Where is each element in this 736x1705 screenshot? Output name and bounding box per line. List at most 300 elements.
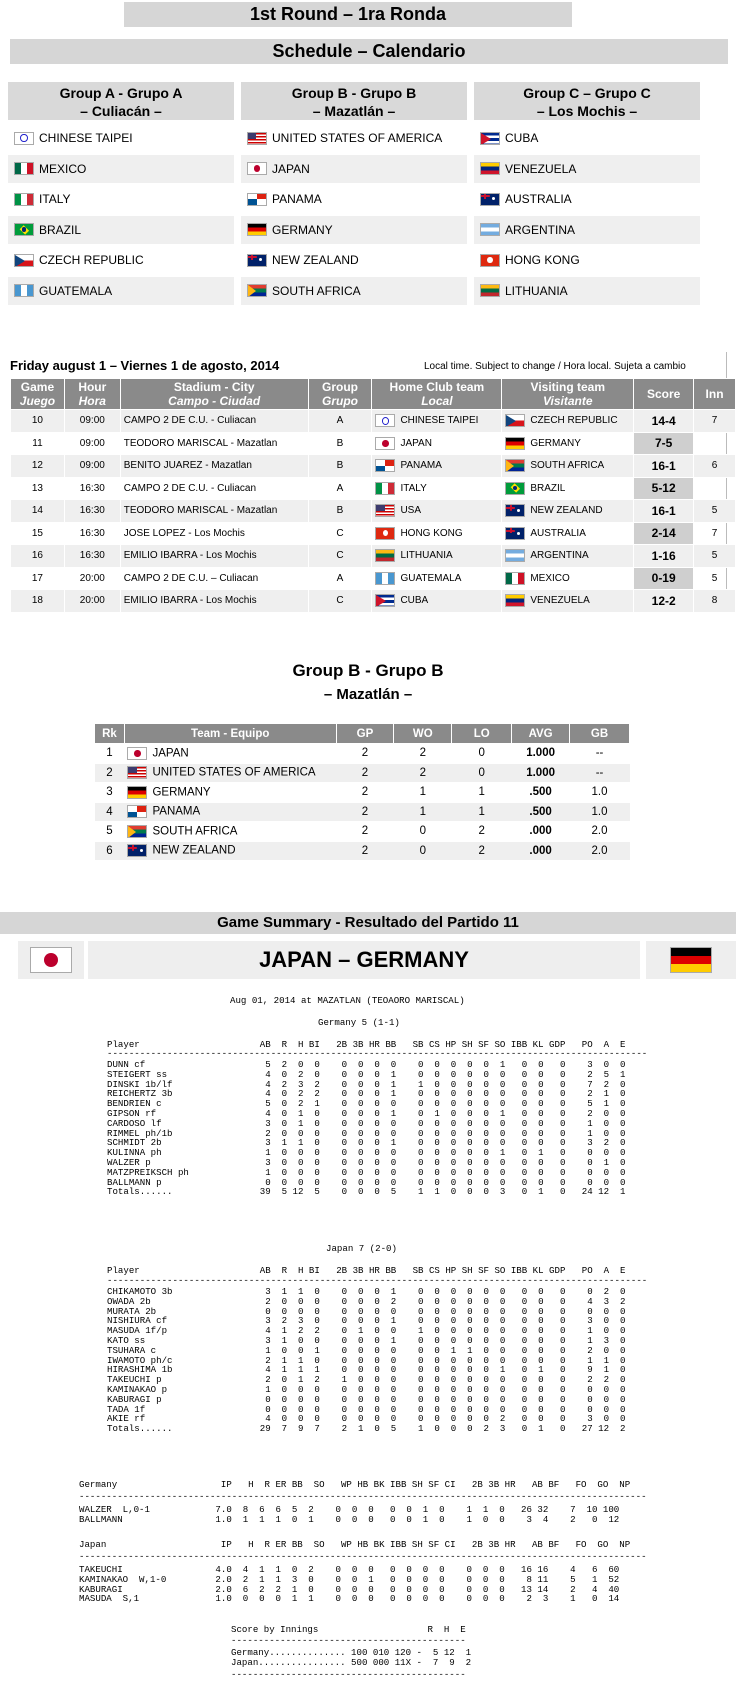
game-score: 2-14 bbox=[634, 522, 694, 545]
header-label: Game bbox=[20, 380, 55, 394]
game-group: B bbox=[308, 432, 372, 455]
innings-rule-bottom: ------------------------------------------- bbox=[231, 1669, 466, 1680]
standing-flag-icon bbox=[127, 825, 147, 838]
pitching-line: MASUDA S,1 1.0 0 0 0 1 1 0 0 0 0 0 0 0 0 0 0 2 3 1 0 14 bbox=[79, 1593, 620, 1605]
visit-flag-icon bbox=[505, 504, 525, 517]
schedule-title: Schedule – Calendario bbox=[10, 39, 728, 64]
team-name: PANAMA bbox=[272, 192, 322, 206]
time-note: Local time. Subject to change / Hora local. Sujeta a cambio bbox=[424, 361, 686, 372]
batting-line: IWAMOTO ph/c 2 1 1 0 0 0 0 0 0 0 0 0 0 0 0 0 0 1 1 0 bbox=[107, 1354, 626, 1366]
home-team-name: CHINESE TAIPEI bbox=[400, 415, 479, 427]
game-stadium: JOSE LOPEZ - Los Mochis bbox=[120, 522, 308, 545]
game-score: 16-1 bbox=[634, 455, 694, 478]
visit-team bbox=[502, 590, 634, 613]
home-team bbox=[372, 455, 502, 478]
home-team bbox=[372, 545, 502, 568]
group-team-row bbox=[8, 155, 234, 183]
standing-gp: 2 bbox=[336, 744, 394, 764]
standing-avg: 1.000 bbox=[512, 763, 570, 783]
game-number: 12 bbox=[11, 455, 65, 478]
batting-line: AKIE rf 4 0 0 0 0 0 0 0 0 0 0 0 0 2 0 0 0 3 0 0 bbox=[107, 1413, 626, 1425]
batting-line: GIPSON rf 4 0 1 0 0 0 0 1 0 1 0 0 0 1 0 0 0 2 0 0 bbox=[107, 1107, 626, 1119]
batting-line: MURATA 2b 0 0 0 0 0 0 0 0 0 0 0 0 0 0 0 0 0 0 0 0 bbox=[107, 1305, 626, 1317]
group-header bbox=[8, 82, 234, 120]
game-group: C bbox=[308, 545, 372, 568]
japan-pitching-header: Japan IP H R ER BB SO WP HB BK IBB SH SF CI 2B 3B HR AB BF FO GO NP bbox=[79, 1539, 631, 1550]
standing-avg: .000 bbox=[512, 841, 570, 861]
standings-col-header: GP bbox=[336, 724, 394, 744]
batting-line: KATO ss 3 1 0 0 0 0 0 1 0 0 0 0 0 0 0 0 0 1 3 0 bbox=[107, 1334, 626, 1346]
team-flag-icon bbox=[14, 132, 34, 145]
game-stadium: TEODORO MARISCAL - Mazatlan bbox=[120, 500, 308, 523]
game-number: 10 bbox=[11, 410, 65, 433]
day-title: Friday august 1 – Viernes 1 de agosto, 2014 bbox=[10, 358, 280, 373]
summary-title: Game Summary - Resultado del Partido 11 bbox=[0, 912, 736, 934]
visit-team-name: GERMANY bbox=[530, 437, 581, 449]
standings-col-header: Rk bbox=[95, 724, 125, 744]
standing-gb: 1.0 bbox=[570, 802, 630, 822]
batting-line: Totals...... 39 5 12 5 0 0 0 5 1 1 0 0 0 3 0 1 0 24 12 1 bbox=[107, 1186, 626, 1198]
germany-batting-header: Player AB R H BI 2B 3B HR BB SB CS HP SH SF SO IBB KL GDP PO A E bbox=[107, 1039, 626, 1050]
home-team bbox=[372, 410, 502, 433]
standing-wo: 0 bbox=[394, 822, 452, 842]
standing-team-name: JAPAN bbox=[152, 747, 189, 760]
schedule-col-header bbox=[120, 379, 308, 410]
visit-team bbox=[502, 567, 634, 590]
germany-pitching-rule: -------------------------------------------------------------------------------------------------------- bbox=[79, 1491, 647, 1502]
home-team bbox=[372, 567, 502, 590]
home-flag-icon bbox=[375, 414, 395, 427]
group-header bbox=[241, 82, 467, 120]
standing-lo: 1 bbox=[452, 783, 512, 803]
japan-flag-icon bbox=[30, 947, 72, 973]
germany-box-header: Germany 5 (1-1) bbox=[318, 1017, 400, 1028]
game-group: C bbox=[308, 522, 372, 545]
germany-pitching bbox=[79, 1505, 619, 1525]
batting-line: HIRASHIMA 1b 4 1 1 1 0 0 0 0 0 0 0 0 0 1 0 1 0 9 1 0 bbox=[107, 1364, 626, 1376]
batting-line: KABURAGI p 0 0 0 0 0 0 0 0 0 0 0 0 0 0 0 0 0 0 0 0 bbox=[107, 1393, 626, 1405]
batting-line: KULINNA ph 1 0 0 0 0 0 0 0 0 0 0 0 0 1 0 1 0 0 0 0 bbox=[107, 1147, 626, 1159]
game-hour: 09:00 bbox=[64, 432, 120, 455]
visit-team-name: SOUTH AFRICA bbox=[530, 460, 605, 472]
standing-team bbox=[124, 744, 336, 764]
standing-wo: 1 bbox=[394, 783, 452, 803]
team-name: VENEZUELA bbox=[505, 161, 577, 176]
batting-line: WALZER p 3 0 0 0 0 0 0 0 0 0 0 0 0 0 0 0 0 0 1 0 bbox=[107, 1156, 626, 1168]
game-number: 16 bbox=[11, 545, 65, 568]
schedule-row bbox=[11, 500, 736, 523]
home-team-name: LITHUANIA bbox=[400, 550, 453, 562]
game-innings: 7 bbox=[694, 410, 736, 433]
home-team bbox=[372, 477, 502, 500]
team-flag-icon bbox=[247, 193, 267, 206]
batting-line: REICHERTZ 3b 4 0 2 2 0 0 0 1 0 0 0 0 0 0 0 0 0 2 1 0 bbox=[107, 1088, 626, 1100]
group-team-row bbox=[474, 277, 700, 305]
team-name: NEW ZEALAND bbox=[272, 253, 359, 267]
pitching-line: TAKEUCHI 4.0 4 1 1 0 2 0 0 0 0 0 0 0 0 0 0 16 16 4 6 60 bbox=[79, 1564, 620, 1575]
standing-wo: 2 bbox=[394, 744, 452, 764]
game-group: B bbox=[308, 455, 372, 478]
group-city: – Mazatlán – bbox=[312, 103, 396, 119]
standing-avg: .500 bbox=[512, 802, 570, 822]
team-flag-icon bbox=[14, 223, 34, 236]
standing-gp: 2 bbox=[336, 822, 394, 842]
team-flag-icon bbox=[14, 193, 34, 206]
visit-team-name: CZECH REPUBLIC bbox=[530, 415, 618, 427]
group-team-row bbox=[241, 155, 467, 183]
standing-team-name: SOUTH AFRICA bbox=[152, 825, 238, 838]
game-innings: 5 bbox=[694, 567, 736, 590]
team-name: ITALY bbox=[39, 192, 71, 206]
team-name: HONG KONG bbox=[505, 253, 580, 267]
standing-avg: .000 bbox=[512, 822, 570, 842]
germany-flag-box bbox=[646, 941, 736, 979]
game-hour: 20:00 bbox=[64, 567, 120, 590]
team-name: GUATEMALA bbox=[39, 283, 113, 298]
visit-flag-icon bbox=[505, 594, 525, 607]
home-flag-icon bbox=[375, 459, 395, 472]
schedule-row bbox=[11, 590, 736, 613]
standings-row bbox=[95, 763, 630, 783]
standing-team-name: UNITED STATES OF AMERICA bbox=[152, 766, 316, 779]
japan-flag-box bbox=[18, 941, 84, 979]
schedule-row bbox=[11, 410, 736, 433]
team-name: LITHUANIA bbox=[505, 283, 568, 298]
standing-rank: 4 bbox=[95, 802, 125, 822]
standing-rank: 1 bbox=[95, 744, 125, 764]
standings-col-header: LO bbox=[452, 724, 512, 744]
box-date: Aug 01, 2014 at MAZATLAN (TEOAORO MARISCAL) bbox=[230, 995, 465, 1006]
standings-col-header: AVG bbox=[512, 724, 570, 744]
game-score: 16-1 bbox=[634, 500, 694, 523]
standing-avg: .500 bbox=[512, 783, 570, 803]
home-team-name: GUATEMALA bbox=[400, 572, 462, 584]
game-innings: 6 bbox=[694, 455, 736, 478]
game-number: 17 bbox=[11, 567, 65, 590]
batting-line: TSUHARA c 1 0 0 1 0 0 0 0 0 0 1 1 0 0 0 0 0 2 0 0 bbox=[107, 1344, 626, 1356]
standings-col-header: Team - Equipo bbox=[124, 724, 336, 744]
group-team-row bbox=[8, 246, 234, 274]
home-flag-icon bbox=[375, 527, 395, 540]
team-flag-icon bbox=[247, 223, 267, 236]
standing-team-name: GERMANY bbox=[152, 786, 211, 799]
standing-team-name: PANAMA bbox=[152, 805, 201, 818]
home-flag-icon bbox=[375, 482, 395, 495]
standing-wo: 2 bbox=[394, 763, 452, 783]
standing-team bbox=[124, 841, 336, 861]
schedule-row bbox=[11, 432, 736, 455]
visit-flag-icon bbox=[505, 482, 525, 495]
header-label: Score bbox=[646, 387, 681, 401]
game-hour: 16:30 bbox=[64, 500, 120, 523]
visit-team-name: AUSTRALIA bbox=[530, 527, 586, 539]
batting-line: CARDOSO lf 3 0 1 0 0 0 0 0 0 0 0 0 0 0 0 0 0 1 0 0 bbox=[107, 1117, 626, 1129]
standing-rank: 5 bbox=[95, 822, 125, 842]
germany-batting bbox=[107, 1060, 625, 1197]
game-number: 13 bbox=[11, 477, 65, 500]
standings-col-header: WO bbox=[394, 724, 452, 744]
pitching-line: KAMINAKAO W,1-0 2.0 2 1 1 3 0 0 0 1 0 0 0 0 0 0 0 8 11 5 1 52 bbox=[79, 1573, 620, 1585]
batting-line: TAKEUCHI p 2 0 1 2 1 0 0 0 0 0 0 0 0 0 0 0 0 2 2 0 bbox=[107, 1374, 626, 1386]
batting-line: NISHIURA cf 3 2 3 0 0 0 0 1 0 0 0 0 0 0 0 0 0 3 0 0 bbox=[107, 1315, 626, 1327]
batting-line: MATZPREIKSCH ph 1 0 0 0 0 0 0 0 0 0 0 0 0 0 0 0 0 0 0 0 bbox=[107, 1166, 626, 1178]
batting-line: KAMINAKAO p 1 0 0 0 0 0 0 0 0 0 0 0 0 0 0 0 0 0 0 0 bbox=[107, 1383, 626, 1395]
standing-team bbox=[124, 783, 336, 803]
game-stadium: CAMPO 2 DE C.U. – Culiacan bbox=[120, 567, 308, 590]
group-team-row bbox=[474, 216, 700, 244]
batting-line: BALLMANN p 0 0 0 0 0 0 0 0 0 0 0 0 0 0 0 0 0 0 0 0 bbox=[107, 1176, 626, 1188]
batting-line: OWADA 2b 2 0 0 0 0 0 0 2 0 0 0 0 0 0 0 0 0 4 3 2 bbox=[107, 1295, 626, 1307]
standings-row bbox=[95, 802, 630, 822]
schedule-col-header bbox=[11, 379, 65, 410]
standing-team bbox=[124, 822, 336, 842]
innings-header: Score by Innings R H E bbox=[231, 1624, 466, 1635]
schedule-col-header bbox=[694, 379, 736, 410]
team-flag-icon bbox=[14, 284, 34, 297]
standing-avg: 1.000 bbox=[512, 744, 570, 764]
game-number: 14 bbox=[11, 500, 65, 523]
standings-row bbox=[95, 744, 630, 764]
game-hour: 16:30 bbox=[64, 545, 120, 568]
team-name: AUSTRALIA bbox=[505, 192, 572, 206]
germany-pitching-header: Germany IP H R ER BB SO WP HB BK IBB SH SF CI 2B 3B HR AB BF FO GO NP bbox=[79, 1479, 631, 1490]
game-stadium: CAMPO 2 DE C.U. - Culiacan bbox=[120, 477, 308, 500]
germany-flag-icon bbox=[670, 947, 712, 973]
group-city: – Culiacán – bbox=[80, 103, 162, 119]
innings-line: Japan................ 500 000 11X - 7 9 2 bbox=[231, 1656, 472, 1668]
header-sublabel: Campo - Ciudad bbox=[168, 394, 261, 408]
visit-team bbox=[502, 477, 634, 500]
game-stadium: TEODORO MARISCAL - Mazatlan bbox=[120, 432, 308, 455]
batting-line: STEIGERT ss 4 0 2 0 0 0 0 1 0 0 0 0 0 0 0 0 0 2 5 1 bbox=[107, 1068, 626, 1080]
schedule-col-header bbox=[372, 379, 502, 410]
group-team-row bbox=[474, 155, 700, 183]
visit-flag-icon bbox=[505, 572, 525, 585]
standings-title: Group B - Grupo B bbox=[292, 661, 444, 680]
visit-team-name: NEW ZEALAND bbox=[530, 505, 603, 517]
group-team-row bbox=[474, 185, 700, 213]
home-flag-icon bbox=[375, 594, 395, 607]
header-label: Stadium - City bbox=[173, 380, 255, 394]
pitching-line: BALLMANN 1.0 1 1 1 0 1 0 0 0 0 0 1 0 1 0 0 3 4 2 0 12 bbox=[79, 1513, 620, 1525]
pitching-line: KABURAGI 2.0 6 2 2 1 0 0 0 0 0 0 0 0 0 0 0 13 14 2 4 40 bbox=[79, 1583, 620, 1595]
team-flag-icon bbox=[247, 162, 267, 175]
game-score: 1-16 bbox=[634, 545, 694, 568]
game-score: 14-4 bbox=[634, 410, 694, 433]
team-name: CHINESE TAIPEI bbox=[39, 131, 133, 145]
team-name: CUBA bbox=[505, 131, 539, 145]
team-name: SOUTH AFRICA bbox=[272, 283, 361, 298]
visit-flag-icon bbox=[505, 527, 525, 540]
team-name: ARGENTINA bbox=[505, 222, 576, 237]
batting-line: DUNN cf 5 2 0 0 0 0 0 0 0 0 0 0 0 1 0 0 0 3 0 0 bbox=[107, 1059, 626, 1070]
game-score: 12-2 bbox=[634, 590, 694, 613]
visit-team bbox=[502, 500, 634, 523]
game-innings: 8 bbox=[694, 590, 736, 613]
schedule-col-header bbox=[308, 379, 372, 410]
group-team-row bbox=[474, 246, 700, 274]
standings-table bbox=[94, 723, 630, 861]
team-flag-icon bbox=[247, 284, 267, 297]
group-team-row bbox=[241, 124, 467, 152]
standing-lo: 0 bbox=[452, 744, 512, 764]
standings-row bbox=[95, 822, 630, 842]
group-header bbox=[474, 82, 700, 120]
header-label: Visiting team bbox=[530, 380, 605, 394]
game-hour: 16:30 bbox=[64, 522, 120, 545]
home-team-name: CUBA bbox=[400, 595, 429, 607]
standing-gp: 2 bbox=[336, 841, 394, 861]
standing-gp: 2 bbox=[336, 802, 394, 822]
game-innings: 5 bbox=[694, 500, 736, 523]
batting-line: DINSKI 1b/lf 4 2 3 2 0 0 0 1 1 0 0 0 0 0 0 0 0 7 2 0 bbox=[107, 1078, 626, 1090]
team-name: JAPAN bbox=[272, 161, 310, 176]
standing-rank: 3 bbox=[95, 783, 125, 803]
visit-team bbox=[502, 545, 634, 568]
visit-team-name: MEXICO bbox=[530, 572, 570, 584]
matchup-title: JAPAN – GERMANY bbox=[88, 941, 640, 979]
game-stadium: BENITO JUAREZ - Mazatlan bbox=[120, 455, 308, 478]
standing-team bbox=[124, 763, 336, 783]
batting-line: Totals...... 29 7 9 7 2 1 0 5 1 0 0 0 2 3 0 1 0 27 12 2 bbox=[107, 1423, 626, 1435]
standing-gb: 2.0 bbox=[570, 822, 630, 842]
germany-batting-rule: --------------------------------------------------------------------------------------------------- bbox=[107, 1048, 648, 1059]
game-number: 11 bbox=[11, 432, 65, 455]
header-label: Hour bbox=[78, 380, 107, 394]
game-score: 7-5 bbox=[634, 432, 694, 455]
standing-flag-icon bbox=[127, 786, 147, 799]
header-label: Group bbox=[322, 380, 359, 394]
team-name: BRAZIL bbox=[39, 222, 82, 237]
standing-lo: 0 bbox=[452, 763, 512, 783]
group-team-row bbox=[8, 124, 234, 152]
group-title: Group B - Grupo B bbox=[291, 85, 417, 101]
schedule-row bbox=[11, 455, 736, 478]
group-city: – Los Mochis – bbox=[536, 103, 638, 119]
schedule-row bbox=[11, 545, 736, 568]
header-label: Inn bbox=[705, 387, 724, 401]
group-team-row bbox=[241, 246, 467, 274]
japan-pitching bbox=[79, 1565, 619, 1604]
standing-wo: 0 bbox=[394, 841, 452, 861]
team-flag-icon bbox=[480, 162, 500, 175]
standing-flag-icon bbox=[127, 747, 147, 760]
team-flag-icon bbox=[480, 132, 500, 145]
schedule-col-header bbox=[634, 379, 694, 410]
visit-team-name: VENEZUELA bbox=[530, 595, 590, 607]
standing-wo: 1 bbox=[394, 802, 452, 822]
visit-team bbox=[502, 455, 634, 478]
visit-team-name: BRAZIL bbox=[530, 482, 566, 494]
japan-pitching-rule: -------------------------------------------------------------------------------------------------------- bbox=[79, 1551, 647, 1562]
game-innings: 5 bbox=[694, 545, 736, 568]
standing-gb: 1.0 bbox=[570, 783, 630, 803]
header-sublabel: Juego bbox=[19, 394, 56, 408]
home-team bbox=[372, 432, 502, 455]
header-sublabel: Hora bbox=[78, 394, 106, 408]
standing-lo: 2 bbox=[452, 841, 512, 861]
game-number: 18 bbox=[11, 590, 65, 613]
schedule-row bbox=[11, 477, 736, 500]
batting-line: MASUDA 1f/p 4 1 2 2 0 1 0 0 1 0 0 0 0 0 0 0 0 1 0 0 bbox=[107, 1325, 626, 1337]
header-sublabel: Local bbox=[421, 394, 453, 408]
team-name: CZECH REPUBLIC bbox=[39, 253, 144, 267]
visit-flag-icon bbox=[505, 549, 525, 562]
game-hour: 09:00 bbox=[64, 455, 120, 478]
standing-flag-icon bbox=[127, 844, 147, 857]
team-flag-icon bbox=[480, 193, 500, 206]
visit-flag-icon bbox=[505, 414, 525, 427]
standing-lo: 1 bbox=[452, 802, 512, 822]
group-team-row bbox=[8, 185, 234, 213]
japan-batting bbox=[107, 1287, 625, 1434]
header-sublabel: Grupo bbox=[322, 394, 359, 408]
game-group: C bbox=[308, 590, 372, 613]
group-team-row bbox=[241, 216, 467, 244]
pitching-line: WALZER L,0-1 7.0 8 6 6 5 2 0 0 0 0 0 1 0 1 1 0 26 32 7 10 100 bbox=[79, 1504, 620, 1515]
schedule-col-header bbox=[502, 379, 634, 410]
team-flag-icon bbox=[480, 284, 500, 297]
team-flag-icon bbox=[247, 132, 267, 145]
group-title: Group A - Grupo A bbox=[59, 85, 183, 101]
standing-gp: 2 bbox=[336, 783, 394, 803]
standings-col-header: GB bbox=[570, 724, 630, 744]
home-team bbox=[372, 590, 502, 613]
home-team bbox=[372, 500, 502, 523]
game-stadium: CAMPO 2 DE C.U. - Culiacan bbox=[120, 410, 308, 433]
group-team-row bbox=[241, 185, 467, 213]
standing-gb: -- bbox=[570, 744, 630, 764]
standing-rank: 2 bbox=[95, 763, 125, 783]
group-team-row bbox=[474, 124, 700, 152]
game-score: 5-12 bbox=[634, 477, 694, 500]
home-team-name: PANAMA bbox=[400, 460, 442, 472]
game-hour: 09:00 bbox=[64, 410, 120, 433]
standing-team bbox=[124, 802, 336, 822]
standing-flag-icon bbox=[127, 805, 147, 818]
home-flag-icon bbox=[375, 437, 395, 450]
visit-flag-icon bbox=[505, 459, 525, 472]
batting-line: BENDRIEN c 5 0 2 1 0 0 0 0 0 0 0 0 0 0 0 0 0 5 1 0 bbox=[107, 1098, 626, 1110]
standing-flag-icon bbox=[127, 766, 147, 779]
schedule-table bbox=[10, 378, 736, 613]
standings-row bbox=[95, 841, 630, 861]
header-sublabel: Visitante bbox=[542, 394, 593, 408]
team-flag-icon bbox=[480, 254, 500, 267]
home-flag-icon bbox=[375, 549, 395, 562]
home-team-name: USA bbox=[400, 505, 421, 517]
game-score: 0-19 bbox=[634, 567, 694, 590]
japan-batting-header: Player AB R H BI 2B 3B HR BB SB CS HP SH SF SO IBB KL GDP PO A E bbox=[107, 1265, 626, 1276]
game-stadium: EMILIO IBARRA - Los Mochis bbox=[120, 590, 308, 613]
team-name: MEXICO bbox=[39, 161, 87, 176]
visit-team-name: ARGENTINA bbox=[530, 550, 589, 562]
team-flag-icon bbox=[480, 223, 500, 236]
standing-rank: 6 bbox=[95, 841, 125, 861]
visit-team bbox=[502, 522, 634, 545]
batting-line: TADA 1f 0 0 0 0 0 0 0 0 0 0 0 0 0 0 0 0 0 0 0 0 bbox=[107, 1403, 626, 1415]
standings-city: – Mazatlán – bbox=[323, 686, 413, 703]
group-title: Group C – Grupo C bbox=[523, 85, 651, 101]
visit-team bbox=[502, 432, 634, 455]
home-team-name: HONG KONG bbox=[400, 527, 463, 539]
game-innings bbox=[694, 477, 736, 500]
standing-gb: -- bbox=[570, 763, 630, 783]
japan-batting-rule: --------------------------------------------------------------------------------------------------- bbox=[107, 1275, 648, 1286]
batting-line: SCHMIDT 2b 3 1 1 0 0 0 0 1 0 0 0 0 0 0 0 0 0 3 2 0 bbox=[107, 1137, 626, 1149]
visit-flag-icon bbox=[505, 437, 525, 450]
team-flag-icon bbox=[14, 162, 34, 175]
